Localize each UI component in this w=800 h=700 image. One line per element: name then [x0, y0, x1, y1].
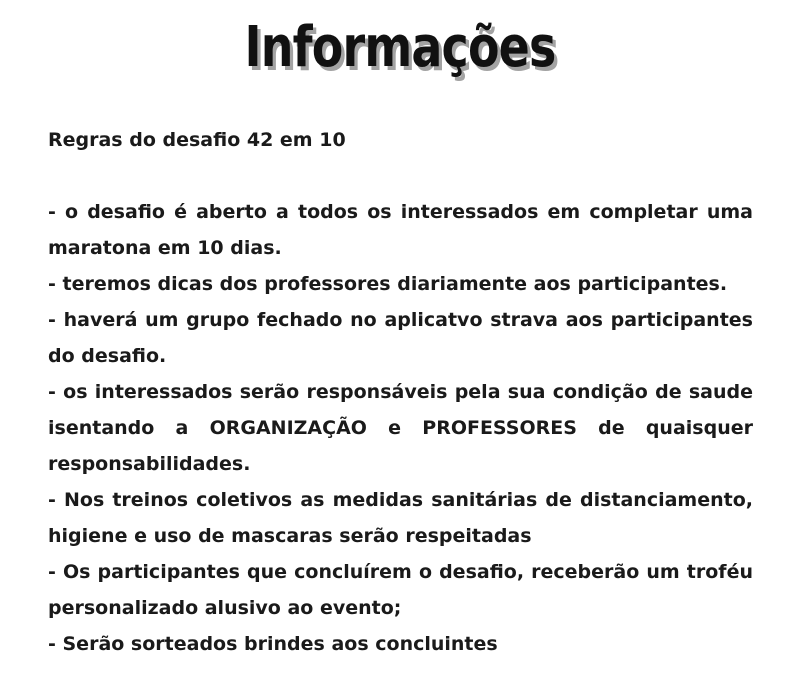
rules-section [48, 122, 753, 662]
rule-item-daily-tips: - teremos dicas dos professores diariamente aos participantes. [48, 273, 728, 295]
page-title: Informações [244, 15, 556, 80]
rule-item-sanitary-measures: - Nos treinos coletivos as medidas sanitárias de distanciamento, higiene e uso de mascaras serão respeitadas [48, 489, 753, 547]
rule-item-trophy: - Os participantes que concluírem o desafio, receberão um troféu personalizado alusivo ao evento; [48, 561, 753, 619]
rule-item-health-responsibility: - os interessados serão responsáveis pela sua condição de saude isentando a ORGANIZAÇÃO e PROFESSORES de quaisquer responsabilidades. [48, 381, 753, 475]
rules-heading: Regras do desafio 42 em 10 [48, 129, 346, 151]
rule-item-prize-draw: - Serão sorteados brindes aos concluintes [48, 633, 498, 655]
rule-item-strava-group: - haverá um grupo fechado no aplicatvo strava aos participantes do desafio. [48, 309, 753, 367]
rule-item-open-to-all: - o desafio é aberto a todos os interessados em completar uma maratona em 10 dias. [48, 201, 753, 259]
